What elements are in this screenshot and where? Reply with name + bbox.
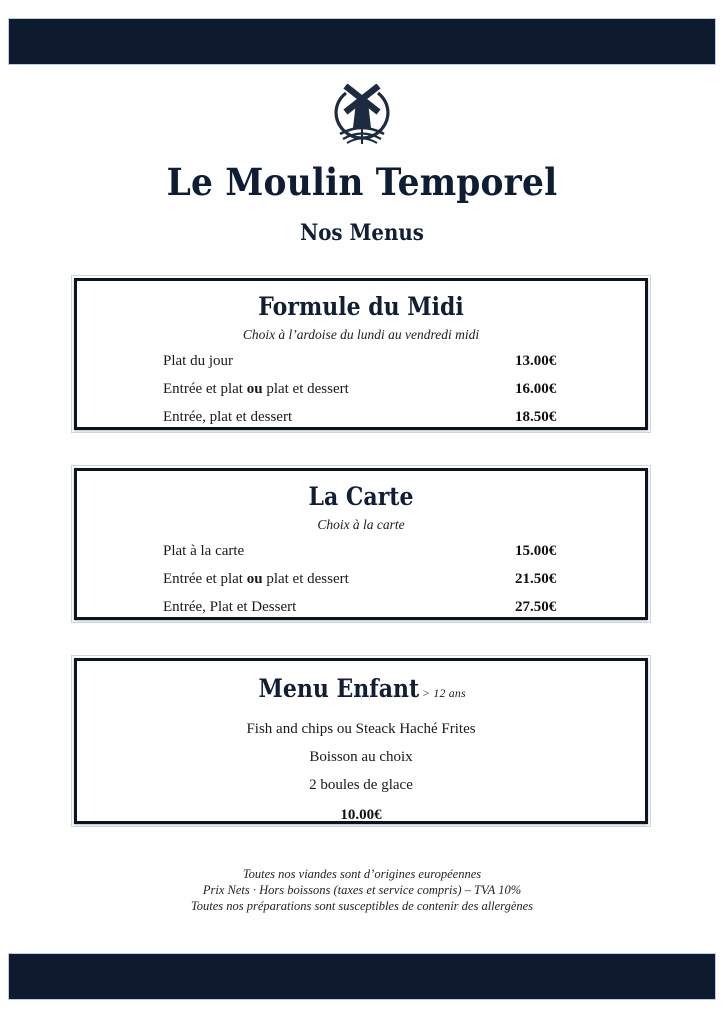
footer-line: Prix Nets · Hors boissons (taxes et service compris) – TVA 10%: [202, 883, 522, 897]
kids-menu-item: Fish and chips ou Steack Haché Frites: [246, 721, 476, 737]
menu-row-label: Entrée et plat ou plat et dessert: [163, 381, 349, 397]
menu-row-price: 16.00€: [515, 381, 557, 397]
menu-row: [77, 599, 645, 627]
price-list: [77, 543, 645, 627]
menu-row-label: Entrée et plat ou plat et dessert: [163, 571, 349, 587]
menu-row-label: Entrée, plat et dessert: [163, 409, 293, 425]
menu-section-la-carte: [74, 468, 648, 620]
price-list: [77, 353, 645, 437]
menus-subtitle: Nos Menus: [300, 220, 424, 246]
menu-row: [77, 571, 645, 599]
menu-row-label: Plat à la carte: [163, 543, 245, 559]
menu-row-price: 27.50€: [515, 599, 557, 615]
menu-row-price: 21.50€: [515, 571, 557, 587]
menu-section-formule-du-midi: [74, 278, 648, 430]
menu-row-label: Plat du jour: [163, 353, 233, 369]
menu-section-menu-enfant: [74, 658, 648, 824]
top-decorative-bar: [8, 18, 716, 65]
kids-menu-item: Boisson au choix: [309, 749, 413, 765]
menu-row-label: Entrée, Plat et Dessert: [163, 599, 297, 615]
menu-row: [77, 381, 645, 409]
section-subtitle: Choix à la carte: [317, 517, 405, 532]
footer-line: Toutes nos préparations sont susceptibles de contenir des allergènes: [190, 899, 534, 913]
menu-row: [77, 543, 645, 571]
section-title: [111, 674, 611, 703]
section-subtitle: Choix à l’ardoise du lundi au vendredi midi: [242, 327, 480, 342]
section-title: Formule du Midi: [258, 292, 464, 321]
menu-header: [0, 84, 724, 246]
footer-line: Toutes nos viandes sont d’origines européennes: [242, 867, 482, 881]
menu-row: [77, 409, 645, 437]
page-title: Le Moulin Temporel: [166, 160, 558, 204]
kids-menu-items: [77, 715, 645, 829]
section-title: La Carte: [308, 482, 414, 511]
windmill-icon: [326, 84, 398, 150]
kids-menu-price: 10.00€: [340, 807, 382, 823]
bottom-decorative-bar: [8, 953, 716, 1000]
age-restriction-note: > 12 ans: [422, 686, 466, 700]
menu-row-price: 15.00€: [515, 543, 557, 559]
menu-row-price: 13.00€: [515, 353, 557, 369]
menu-footer: [0, 866, 724, 914]
section-title-text: Menu Enfant: [258, 674, 420, 703]
kids-menu-item: 2 boules de glace: [309, 777, 413, 793]
menu-row-price: 18.50€: [515, 409, 557, 425]
menu-row: [77, 353, 645, 381]
